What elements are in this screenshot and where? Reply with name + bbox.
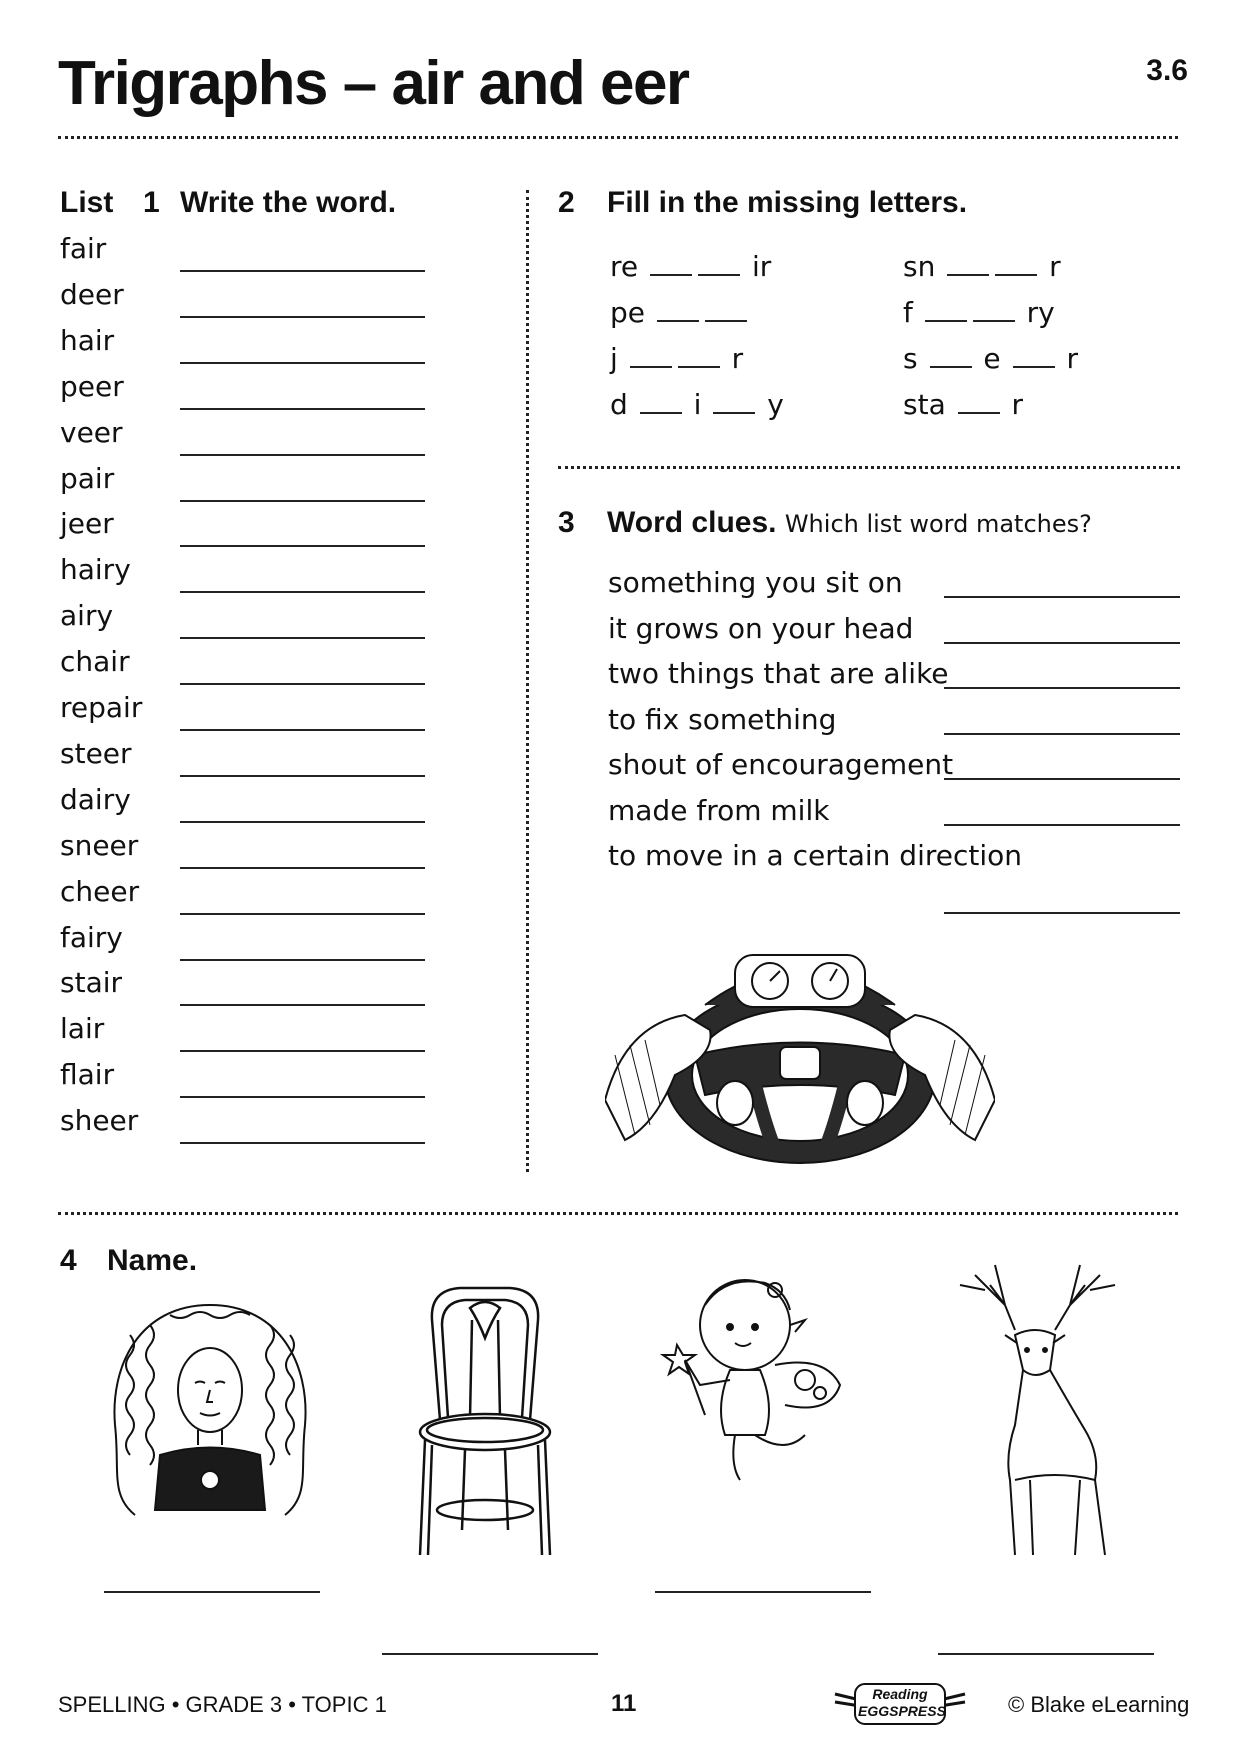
fill-prefix: d — [610, 388, 628, 421]
list-word: cheer — [60, 874, 140, 908]
fairy-illustration — [645, 1265, 845, 1490]
section1-heading: Write the word. — [180, 186, 397, 219]
list-word: sneer — [60, 828, 139, 862]
footer-copyright: © Blake eLearning — [1008, 1692, 1190, 1717]
clue-answer-line[interactable] — [944, 912, 1180, 914]
fill-suffix: r — [1011, 388, 1024, 421]
list-word: dairy — [60, 782, 131, 816]
write-line[interactable] — [180, 729, 425, 731]
write-line[interactable] — [180, 1050, 425, 1052]
fill-suffix: r — [731, 342, 744, 375]
clue-text: shout of encouragement — [608, 748, 954, 781]
write-line[interactable] — [180, 637, 425, 639]
steering-wheel-illustration — [605, 935, 995, 1165]
section3-number: 3 — [558, 506, 575, 539]
fill-prefix: f — [903, 296, 913, 329]
write-line[interactable] — [180, 1096, 425, 1098]
clue-answer-line[interactable] — [944, 733, 1180, 735]
fill-suffix: ir — [751, 250, 772, 283]
write-line[interactable] — [180, 821, 425, 823]
write-line[interactable] — [180, 1142, 425, 1144]
clue-text: something you sit on — [608, 566, 903, 599]
write-line[interactable] — [180, 545, 425, 547]
clue-text: two things that are alike — [608, 657, 949, 690]
list-word: repair — [60, 691, 143, 724]
letter-blank[interactable] — [1013, 364, 1055, 368]
fill-in-item — [610, 296, 750, 329]
list-word: peer — [60, 369, 124, 403]
clue-answer-line[interactable] — [944, 596, 1180, 598]
letter-blank[interactable] — [930, 364, 972, 368]
page-title: Trigraphs – air and eer — [58, 49, 689, 118]
list-word: steer — [60, 736, 132, 770]
write-line[interactable] — [180, 959, 425, 961]
letter-blank[interactable] — [973, 318, 1015, 322]
list-word: fairy — [60, 920, 123, 954]
fill-suffix: ry — [1026, 296, 1055, 329]
list-word: sheer — [60, 1104, 139, 1138]
section3-heading — [607, 506, 1092, 540]
list-word: stair — [60, 966, 123, 1000]
letter-blank[interactable] — [947, 272, 989, 276]
fill-prefix: sta — [903, 388, 946, 421]
fill-in-item — [610, 388, 784, 421]
list-word: deer — [60, 277, 124, 311]
list-word: lair — [60, 1012, 105, 1046]
column-divider — [526, 190, 529, 1172]
fill-prefix: j — [610, 342, 618, 375]
write-line[interactable] — [180, 408, 425, 410]
page-number: 11 — [611, 1690, 637, 1717]
fill-in-item — [903, 296, 1055, 329]
clue-text: to fix something — [608, 702, 837, 736]
footer-course: SPELLING • GRADE 3 • TOPIC 1 — [58, 1692, 387, 1717]
letter-blank[interactable] — [650, 272, 692, 276]
letter-blank[interactable] — [678, 364, 720, 368]
fill-in-item — [610, 342, 743, 375]
letter-blank[interactable] — [640, 410, 682, 414]
section1-number: 1 — [143, 186, 160, 219]
fill-in-item — [903, 250, 1061, 283]
fill-in-item — [903, 388, 1023, 421]
list-label: List — [60, 186, 114, 219]
list-word: pair — [60, 461, 115, 495]
reading-eggspress-logo — [830, 1680, 970, 1728]
section2-heading: Fill in the missing letters. — [607, 186, 968, 219]
fill-prefix: re — [610, 250, 639, 283]
answer-line-fairy[interactable] — [655, 1591, 871, 1593]
logo-text: Reading EGGSPRESS — [858, 1686, 946, 1719]
write-line[interactable] — [180, 775, 425, 777]
write-line[interactable] — [180, 270, 425, 272]
section4-number: 4 — [60, 1244, 77, 1277]
write-line[interactable] — [180, 454, 425, 456]
fill-prefix: sn — [903, 250, 936, 283]
clue-text: to move in a certain direction — [608, 839, 1022, 872]
list-word: hairy — [60, 553, 131, 587]
clue-text: made from milk — [608, 793, 830, 827]
section4-heading: Name. — [107, 1244, 198, 1277]
clue-answer-line[interactable] — [944, 778, 1180, 780]
fill-suffix: r — [1049, 250, 1061, 283]
fill-suffix: r — [1066, 342, 1078, 375]
list-word: jeer — [60, 507, 114, 541]
letter-blank[interactable] — [958, 410, 1000, 414]
fill-in-item — [903, 342, 1078, 375]
answer-line-hair[interactable] — [104, 1591, 320, 1593]
letter-blank[interactable] — [925, 318, 967, 322]
clue-answer-line[interactable] — [944, 824, 1180, 826]
chair-illustration — [410, 1280, 560, 1565]
letter-blank[interactable] — [705, 318, 747, 322]
page-code: 3.6 — [1146, 54, 1188, 87]
fill-middle: i — [693, 388, 702, 421]
letter-blank[interactable] — [698, 272, 740, 276]
write-line[interactable] — [180, 1004, 425, 1006]
clue-answer-line[interactable] — [944, 687, 1180, 689]
list-word: veer — [60, 415, 123, 449]
letter-blank[interactable] — [657, 318, 699, 322]
fill-prefix: pe — [610, 296, 645, 329]
fill-in-item — [610, 250, 771, 283]
deer-illustration — [945, 1255, 1135, 1570]
write-line[interactable] — [180, 591, 425, 593]
fill-prefix: s — [903, 342, 918, 375]
fill-middle: e — [983, 342, 1001, 375]
section2-divider — [558, 466, 1180, 469]
curly-hair-girl-illustration — [100, 1295, 320, 1520]
write-line[interactable] — [180, 867, 425, 869]
write-line[interactable] — [180, 683, 425, 685]
section3-subheading: Which list word matches? — [784, 510, 1092, 538]
write-line[interactable] — [180, 500, 425, 502]
write-line[interactable] — [180, 316, 425, 318]
section3-heading-text: Word clues. — [607, 506, 777, 539]
answer-line-chair[interactable] — [382, 1653, 598, 1655]
list-word: chair — [60, 645, 130, 679]
write-line[interactable] — [180, 362, 425, 364]
answer-line-deer[interactable] — [938, 1653, 1154, 1655]
letter-blank[interactable] — [630, 364, 672, 368]
clue-text: it grows on your head — [608, 611, 914, 645]
list-word: flair — [60, 1058, 115, 1092]
list-word: fair — [60, 232, 107, 265]
letter-blank[interactable] — [713, 410, 755, 414]
list-word: airy — [60, 599, 114, 633]
clue-answer-line[interactable] — [944, 642, 1180, 644]
fill-suffix: y — [767, 388, 784, 421]
list-word: hair — [60, 323, 115, 357]
section4-divider — [58, 1212, 1178, 1215]
write-line[interactable] — [180, 913, 425, 915]
section2-number: 2 — [558, 186, 575, 219]
letter-blank[interactable] — [995, 272, 1037, 276]
header-divider — [58, 136, 1178, 139]
